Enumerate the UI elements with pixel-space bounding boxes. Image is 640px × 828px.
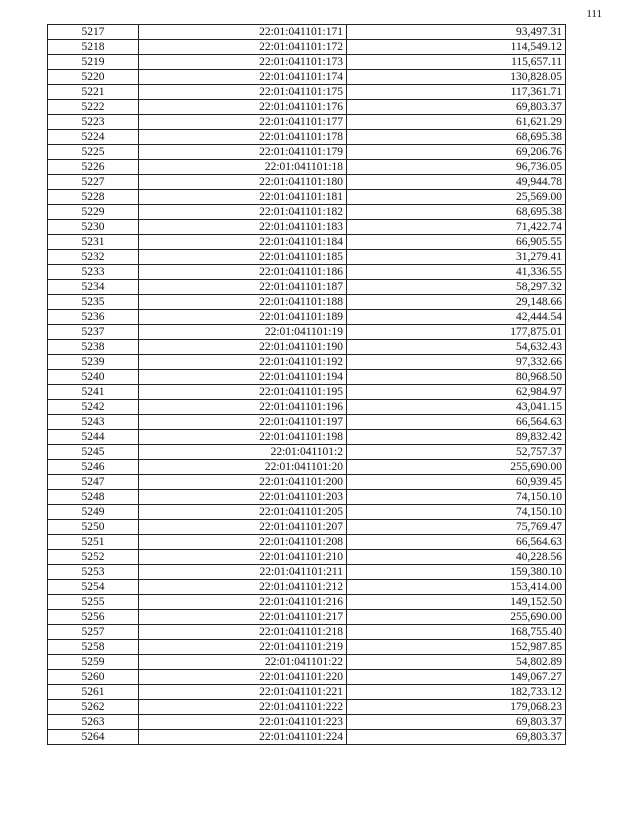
row-number-cell: 5218 [48,40,139,55]
table-row [48,310,566,325]
table-row [48,580,566,595]
table-row [48,250,566,265]
row-number-cell: 5219 [48,55,139,70]
value-cell: 68,695.38 [347,205,566,220]
table-row [48,175,566,190]
row-number-cell: 5235 [48,295,139,310]
cadastral-number-cell: 22:01:041101:187 [139,280,347,295]
value-cell: 69,803.37 [347,730,566,745]
value-cell: 80,968.50 [347,370,566,385]
value-cell: 117,361.71 [347,85,566,100]
value-cell: 49,944.78 [347,175,566,190]
value-cell: 66,905.55 [347,235,566,250]
value-cell: 41,336.55 [347,265,566,280]
cadastral-number-cell: 22:01:041101:212 [139,580,347,595]
row-number-cell: 5239 [48,355,139,370]
value-cell: 66,564.63 [347,535,566,550]
row-number-cell: 5236 [48,310,139,325]
table-row [48,625,566,640]
row-number-cell: 5261 [48,685,139,700]
table-row [48,55,566,70]
table-row [48,355,566,370]
cadastral-number-cell: 22:01:041101:185 [139,250,347,265]
cadastral-number-cell: 22:01:041101:18 [139,160,347,175]
value-cell: 31,279.41 [347,250,566,265]
cadastral-number-cell: 22:01:041101:216 [139,595,347,610]
value-cell: 255,690.00 [347,460,566,475]
row-number-cell: 5242 [48,400,139,415]
row-number-cell: 5263 [48,715,139,730]
cadastral-number-cell: 22:01:041101:198 [139,430,347,445]
cadastral-number-cell: 22:01:041101:222 [139,700,347,715]
cadastral-number-cell: 22:01:041101:172 [139,40,347,55]
cadastral-number-cell: 22:01:041101:192 [139,355,347,370]
row-number-cell: 5230 [48,220,139,235]
cadastral-number-cell: 22:01:041101:205 [139,505,347,520]
table-row [48,520,566,535]
row-number-cell: 5231 [48,235,139,250]
cadastral-number-cell: 22:01:041101:186 [139,265,347,280]
table-row [48,130,566,145]
cadastral-number-cell: 22:01:041101:183 [139,220,347,235]
table-row [48,715,566,730]
value-cell: 179,068.23 [347,700,566,715]
table-row [48,415,566,430]
row-number-cell: 5250 [48,520,139,535]
row-number-cell: 5223 [48,115,139,130]
row-number-cell: 5229 [48,205,139,220]
value-cell: 54,802.89 [347,655,566,670]
cadastral-number-cell: 22:01:041101:182 [139,205,347,220]
cadastral-number-cell: 22:01:041101:194 [139,370,347,385]
value-cell: 69,206.76 [347,145,566,160]
table-row [48,325,566,340]
value-cell: 25,569.00 [347,190,566,205]
cadastral-number-cell: 22:01:041101:173 [139,55,347,70]
cadastral-number-cell: 22:01:041101:171 [139,25,347,40]
value-cell: 93,497.31 [347,25,566,40]
row-number-cell: 5241 [48,385,139,400]
cadastral-number-cell: 22:01:041101:218 [139,625,347,640]
value-cell: 71,422.74 [347,220,566,235]
row-number-cell: 5220 [48,70,139,85]
row-number-cell: 5247 [48,475,139,490]
row-number-cell: 5225 [48,145,139,160]
value-cell: 43,041.15 [347,400,566,415]
row-number-cell: 5248 [48,490,139,505]
value-cell: 149,067.27 [347,670,566,685]
value-cell: 29,148.66 [347,295,566,310]
row-number-cell: 5237 [48,325,139,340]
cadastral-number-cell: 22:01:041101:181 [139,190,347,205]
table-row [48,265,566,280]
table-row [48,370,566,385]
row-number-cell: 5244 [48,430,139,445]
row-number-cell: 5222 [48,100,139,115]
table-row [48,595,566,610]
table-row [48,610,566,625]
row-number-cell: 5221 [48,85,139,100]
value-cell: 42,444.54 [347,310,566,325]
table-row [48,700,566,715]
table-row [48,70,566,85]
value-cell: 69,803.37 [347,100,566,115]
row-number-cell: 5227 [48,175,139,190]
table-row [48,235,566,250]
table-row [48,385,566,400]
row-number-cell: 5249 [48,505,139,520]
value-cell: 153,414.00 [347,580,566,595]
row-number-cell: 5264 [48,730,139,745]
cadastral-number-cell: 22:01:041101:180 [139,175,347,190]
table-row [48,85,566,100]
table-row [48,565,566,580]
data-table [47,24,566,745]
value-cell: 68,695.38 [347,130,566,145]
table-row [48,40,566,55]
table-row [48,160,566,175]
value-cell: 74,150.10 [347,490,566,505]
row-number-cell: 5217 [48,25,139,40]
cadastral-number-cell: 22:01:041101:210 [139,550,347,565]
row-number-cell: 5251 [48,535,139,550]
table-row [48,25,566,40]
table-row [48,295,566,310]
cadastral-number-cell: 22:01:041101:221 [139,685,347,700]
value-cell: 74,150.10 [347,505,566,520]
page-number: 111 [586,8,602,20]
value-cell: 54,632.43 [347,340,566,355]
value-cell: 40,228.56 [347,550,566,565]
value-cell: 152,987.85 [347,640,566,655]
table-row [48,670,566,685]
cadastral-number-cell: 22:01:041101:184 [139,235,347,250]
table-row [48,505,566,520]
table-row [48,475,566,490]
table-row [48,430,566,445]
table-row [48,340,566,355]
table-row [48,400,566,415]
cadastral-number-cell: 22:01:041101:207 [139,520,347,535]
cadastral-number-cell: 22:01:041101:175 [139,85,347,100]
value-cell: 97,332.66 [347,355,566,370]
row-number-cell: 5245 [48,445,139,460]
cadastral-number-cell: 22:01:041101:179 [139,145,347,160]
table-row [48,205,566,220]
cadastral-number-cell: 22:01:041101:178 [139,130,347,145]
table-body [48,25,566,745]
table-row [48,490,566,505]
cadastral-number-cell: 22:01:041101:190 [139,340,347,355]
table-row [48,100,566,115]
value-cell: 115,657.11 [347,55,566,70]
cadastral-number-cell: 22:01:041101:174 [139,70,347,85]
value-cell: 69,803.37 [347,715,566,730]
value-cell: 66,564.63 [347,415,566,430]
row-number-cell: 5259 [48,655,139,670]
row-number-cell: 5252 [48,550,139,565]
row-number-cell: 5238 [48,340,139,355]
row-number-cell: 5255 [48,595,139,610]
row-number-cell: 5234 [48,280,139,295]
cadastral-number-cell: 22:01:041101:203 [139,490,347,505]
cadastral-number-cell: 22:01:041101:223 [139,715,347,730]
value-cell: 168,755.40 [347,625,566,640]
row-number-cell: 5226 [48,160,139,175]
cadastral-number-cell: 22:01:041101:197 [139,415,347,430]
table-row [48,640,566,655]
row-number-cell: 5228 [48,190,139,205]
cadastral-number-cell: 22:01:041101:220 [139,670,347,685]
row-number-cell: 5253 [48,565,139,580]
value-cell: 255,690.00 [347,610,566,625]
cadastral-number-cell: 22:01:041101:196 [139,400,347,415]
row-number-cell: 5224 [48,130,139,145]
row-number-cell: 5240 [48,370,139,385]
value-cell: 96,736.05 [347,160,566,175]
value-cell: 159,380.10 [347,565,566,580]
cadastral-number-cell: 22:01:041101:19 [139,325,347,340]
value-cell: 114,549.12 [347,40,566,55]
row-number-cell: 5232 [48,250,139,265]
cadastral-number-cell: 22:01:041101:224 [139,730,347,745]
cadastral-number-cell: 22:01:041101:188 [139,295,347,310]
table-row [48,685,566,700]
value-cell: 182,733.12 [347,685,566,700]
cadastral-number-cell: 22:01:041101:217 [139,610,347,625]
table-row [48,730,566,745]
value-cell: 130,828.05 [347,70,566,85]
value-cell: 52,757.37 [347,445,566,460]
cadastral-number-cell: 22:01:041101:177 [139,115,347,130]
value-cell: 149,152.50 [347,595,566,610]
table-row [48,550,566,565]
row-number-cell: 5254 [48,580,139,595]
cadastral-number-cell: 22:01:041101:189 [139,310,347,325]
cadastral-number-cell: 22:01:041101:22 [139,655,347,670]
cadastral-number-cell: 22:01:041101:208 [139,535,347,550]
value-cell: 60,939.45 [347,475,566,490]
value-cell: 89,832.42 [347,430,566,445]
row-number-cell: 5258 [48,640,139,655]
table-row [48,220,566,235]
cadastral-number-cell: 22:01:041101:200 [139,475,347,490]
cadastral-number-cell: 22:01:041101:2 [139,445,347,460]
row-number-cell: 5262 [48,700,139,715]
table-row [48,535,566,550]
value-cell: 62,984.97 [347,385,566,400]
cadastral-number-cell: 22:01:041101:195 [139,385,347,400]
row-number-cell: 5256 [48,610,139,625]
row-number-cell: 5257 [48,625,139,640]
table-row [48,115,566,130]
row-number-cell: 5243 [48,415,139,430]
row-number-cell: 5246 [48,460,139,475]
table-row [48,460,566,475]
cadastral-number-cell: 22:01:041101:20 [139,460,347,475]
value-cell: 58,297.32 [347,280,566,295]
table-row [48,445,566,460]
table-row [48,655,566,670]
table-row [48,280,566,295]
row-number-cell: 5260 [48,670,139,685]
row-number-cell: 5233 [48,265,139,280]
cadastral-number-cell: 22:01:041101:176 [139,100,347,115]
table-row [48,190,566,205]
value-cell: 61,621.29 [347,115,566,130]
value-cell: 75,769.47 [347,520,566,535]
cadastral-number-cell: 22:01:041101:211 [139,565,347,580]
value-cell: 177,875.01 [347,325,566,340]
cadastral-number-cell: 22:01:041101:219 [139,640,347,655]
table-row [48,145,566,160]
